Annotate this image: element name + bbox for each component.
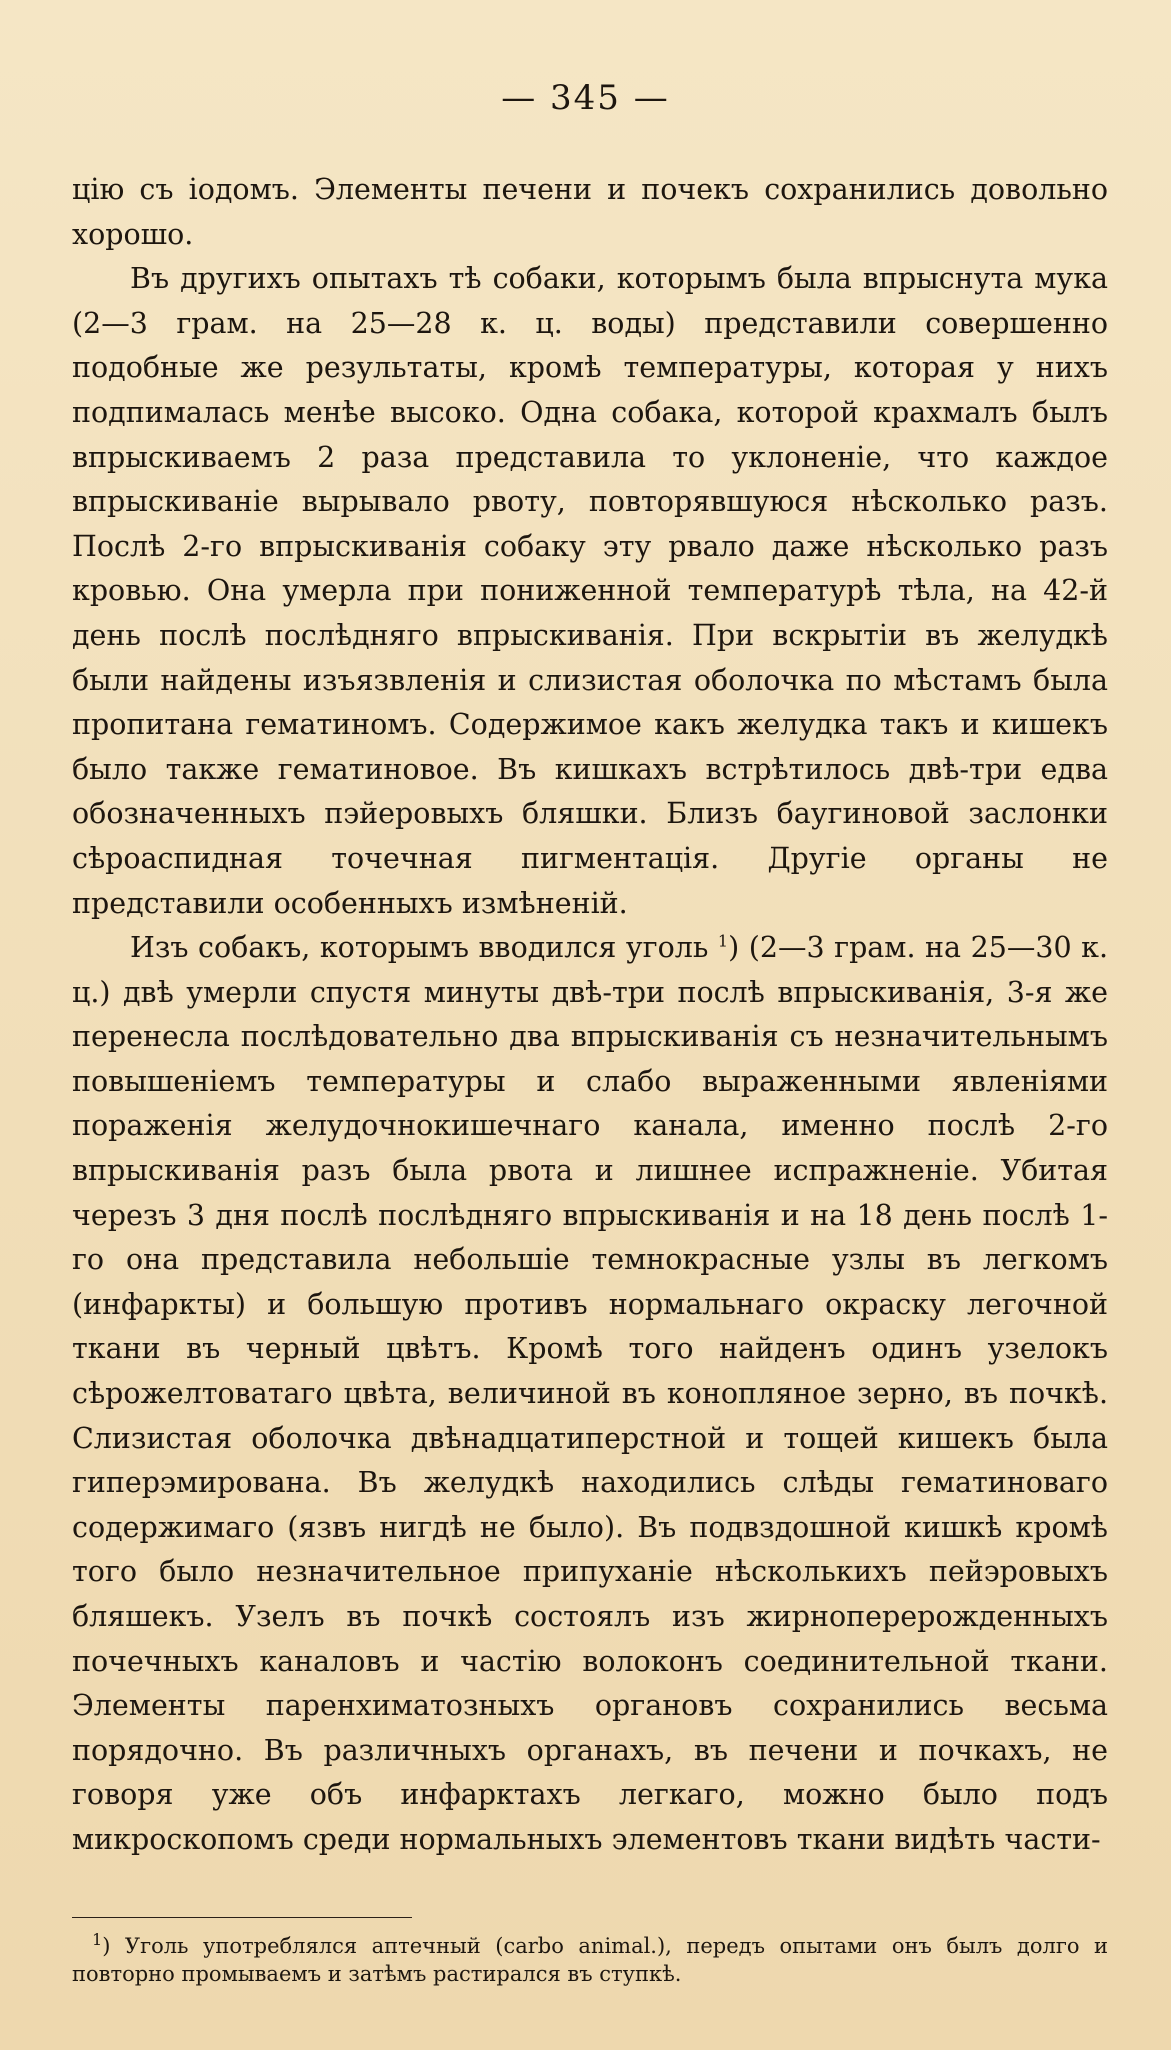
paragraph-3-text-rest: ) (2—3 грам. на 25—30 к. ц.) двѣ умерли спустя минуты двѣ-три послѣ впрыскиванія, 3-я же перенесла послѣдовательно два впрыскиванія съ незначительнымъ повышеніемъ температуры и слабо выраженными явленіями пораженія желудочнокишечнаго канала, именно послѣ 2-го впрыскиванія разъ была рвота и лишнее испражненіе. Убитая черезъ 3 дня послѣ послѣдняго впрыскиванія и на 18 день послѣ 1-го она представила небольшіе темнокрасные узлы въ легкомъ (инфаркты) и большую противъ нормальнаго окраску легочной ткани въ черный цвѣтъ. Кромѣ того найденъ одинъ узелокъ сѣрожелтоватаго цвѣта, величиной въ конопляное зерно, въ почкѣ. Слизистая оболочка двѣнадцатиперстной и тощей кишекъ была гиперэмирована. Въ желудкѣ находились слѣды гематиноваго содержимаго (язвъ нигдѣ не было). Въ подвздошной кишкѣ кромѣ того было незначительное припуханіе нѣсколькихъ пейэровыхъ бляшекъ. Узелъ въ почкѣ состоялъ изъ жирноперерожденныхъ почечныхъ каналовъ и частію волоконъ соединительной ткани. Элементы паренхиматозныхъ органовъ сохранились весьма порядочно. Въ различныхъ органахъ, въ печени и почкахъ, не говоря уже объ инфарктахъ легкаго, можно было подъ микроскопомъ среди нормальныхъ элементовъ ткани видѣть части- [72, 931, 1108, 1856]
paragraph-2-text: Въ другихъ опытахъ тѣ собаки, которымъ была впрыснута мука (2—3 грам. на 25—28 к. ц. воды) представили совершенно подобные же результаты, кромѣ температуры, которая у нихъ подпималась менѣе высоко. Одна собака, которой крахмалъ былъ впрыскиваемъ 2 раза представила то уклоненіе, что каждое впрыскиваніе вырывало рвоту, повторявшуюся нѣсколько разъ. Послѣ 2-го впрыскиванія собаку эту рвало даже нѣсколько разъ кровью. Она умерла при пониженной температурѣ тѣла, на 42-й день послѣ послѣдняго впрыскиванія. При вскрытіи въ желудкѣ были найдены изъязвленія и слизистая оболочка по мѣстамъ была пропитана гематиномъ. Содержимое какъ желудка такъ и кишекъ было также гематиновое. Въ кишкахъ встрѣтилось двѣ-три едва обозначенныхъ пэйеровыхъ бляшки. Близъ баугиновой заслонки сѣроаспидная точечная пигментація. Другіе органы не представили особенныхъ измѣненій. [72, 262, 1108, 920]
footnote [72, 1932, 1108, 1988]
footnote-mark: 1 [92, 1930, 103, 1949]
footnote-divider [72, 1917, 412, 1918]
paragraph-3-text-start: Изъ собакъ, которымъ вводился уголь [130, 931, 718, 965]
page-number: — 345 — [501, 78, 670, 118]
paragraph-3 [72, 926, 1108, 1862]
paragraph-1 [72, 168, 1108, 257]
footnote-reference: 1 [717, 931, 729, 951]
paragraph-2 [72, 257, 1108, 926]
footnote-text: ) Уголь употреблялся аптечный (carbo animal.), передъ опытами онъ былъ долго и повторно промываемъ и затѣмъ растирался въ ступкѣ. [72, 1934, 1108, 1986]
paragraph-1-text: цію съ іодомъ. Элементы печени и почекъ сохранились довольно хорошо. [72, 173, 1108, 251]
body-text [72, 168, 1108, 1863]
